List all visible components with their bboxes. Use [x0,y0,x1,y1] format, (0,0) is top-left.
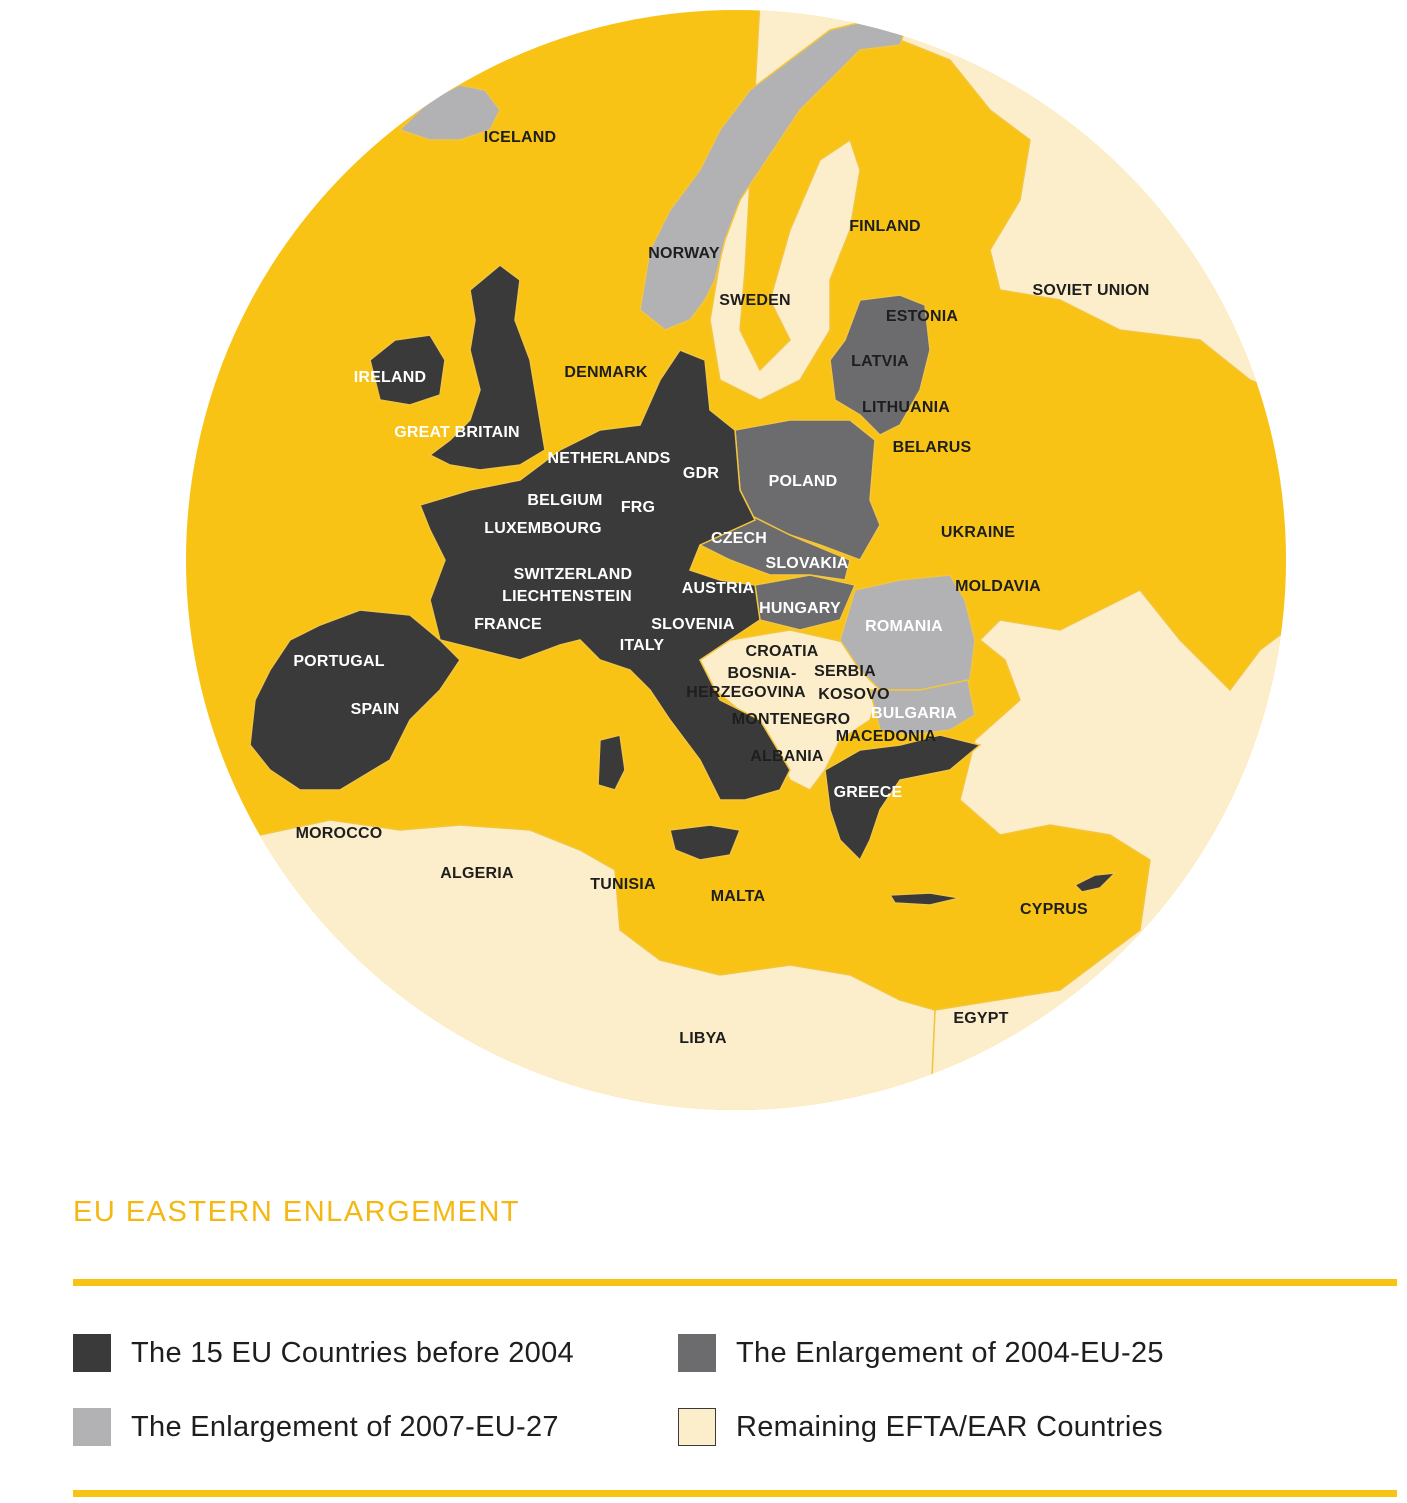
label-italy: ITALY [619,637,665,654]
legend-label-eu15: The 15 EU Countries before 2004 [131,1336,574,1369]
legend-item-eu25 [678,1333,1164,1373]
label-norway: NORWAY [648,245,720,262]
label-morocco: MOROCCO [295,825,383,842]
label-liechtenstein: LIECHTENSTEIN [502,588,632,605]
legend-label-eu27: The Enlargement of 2007-EU-27 [131,1410,559,1443]
legend-swatch-eu27 [73,1408,111,1446]
label-croatia: CROATIA [745,643,819,660]
label-belarus: BELARUS [892,439,972,456]
label-netherlands: NETHERLANDS [547,450,671,467]
label-luxembourg: LUXEMBOURG [484,520,602,537]
label-egypt: EGYPT [953,1010,1009,1027]
legend-bottom-rule [73,1490,1397,1497]
label-lithuania: LITHUANIA [861,399,951,416]
legend-item-eu15 [73,1333,574,1373]
label-iceland: ICELAND [483,129,557,146]
label-estonia: ESTONIA [885,308,959,325]
label-malta: MALTA [710,888,766,905]
label-denmark: DENMARK [564,364,648,381]
label-albania: ALBANIA [750,748,824,765]
label-austria: AUSTRIA [681,580,755,597]
label-ireland: IRELAND [353,369,427,386]
legend-label-eu25: The Enlargement of 2004-EU-25 [736,1336,1164,1369]
label-tunisia: TUNISIA [590,876,656,893]
label-gdr: GDR [682,465,720,482]
legend-swatch-eu15 [73,1334,111,1372]
label-libya: LIBYA [679,1030,727,1047]
label-macedonia: MACEDONIA [835,728,937,745]
label-finland: FINLAND [849,218,921,235]
label-algeria: ALGERIA [440,865,514,882]
label-spain: SPAIN [350,701,400,718]
label-portugal: PORTUGAL [293,653,385,670]
label-herzegovina: HERZEGOVINA [686,684,806,701]
label-serbia: SERBIA [814,663,876,680]
label-bosnia: BOSNIA- [727,665,797,682]
label-slovenia: SLOVENIA [651,616,735,633]
label-romania: ROMANIA [865,618,943,635]
label-kosovo: KOSOVO [818,686,890,703]
legend-swatch-eu25 [678,1334,716,1372]
legend-label-efta: Remaining EFTA/EAR Countries [736,1410,1163,1443]
legend-item-efta [678,1407,1163,1447]
label-slovakia: SLOVAKIA [765,555,849,572]
label-bulgaria: BULGARIA [870,705,958,722]
label-sweden: SWEDEN [719,292,791,309]
label-cyprus: CYPRUS [1020,901,1088,918]
label-great-britain: GREAT BRITAIN [394,424,520,441]
legend-top-rule [73,1279,1397,1286]
label-belgium: BELGIUM [527,492,603,509]
label-czech: CZECH [710,530,768,547]
legend-title: EU EASTERN ENLARGEMENT [73,1196,521,1228]
legend-swatch-efta [678,1408,716,1446]
label-latvia: LATVIA [851,353,909,370]
label-hungary: HUNGARY [759,600,841,617]
label-soviet-union: SOVIET UNION [1032,282,1150,299]
label-france: FRANCE [474,616,542,633]
label-switzerland: SWITZERLAND [513,566,633,583]
label-ukraine: UKRAINE [940,524,1016,541]
label-poland: POLAND [768,473,838,490]
label-moldavia: MOLDAVIA [955,578,1041,595]
label-montenegro: MONTENEGRO [731,711,851,728]
legend-item-eu27 [73,1407,559,1447]
label-frg: FRG [620,499,656,516]
label-greece: GREECE [833,784,903,801]
